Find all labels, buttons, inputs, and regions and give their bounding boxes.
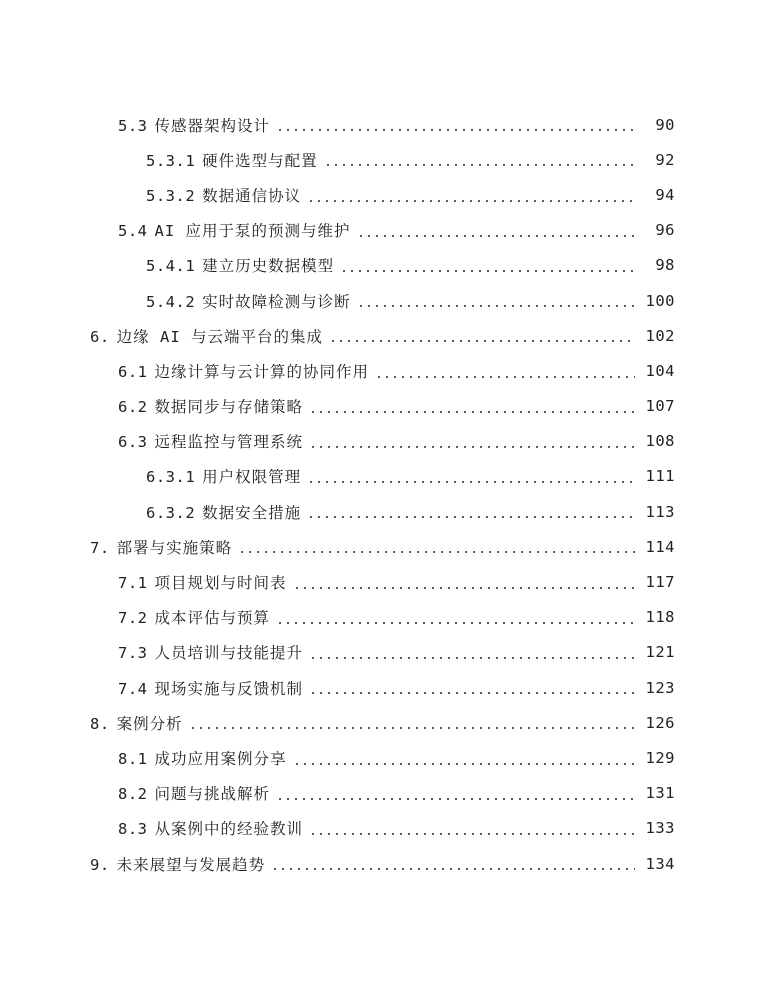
toc-section-title: 项目规划与时间表	[154, 574, 287, 593]
toc-entry[interactable]	[0, 283, 765, 318]
toc-section-title: 从案例中的经验教训	[154, 820, 304, 839]
toc-entry[interactable]	[0, 213, 765, 248]
toc-page-number: 117	[645, 573, 675, 592]
toc-entry[interactable]	[0, 846, 765, 881]
toc-entry[interactable]	[0, 318, 765, 353]
toc-section-number: 8.1	[118, 749, 148, 768]
dot-leader	[375, 376, 635, 378]
toc-page-number: 134	[645, 854, 675, 873]
dot-leader	[309, 411, 635, 413]
toc-entry[interactable]	[0, 353, 765, 388]
toc-section-title: 部署与实施策略	[116, 538, 233, 557]
toc-section-title: 人员培训与技能提升	[154, 644, 304, 663]
toc-entry-heading	[118, 219, 351, 241]
toc-section-number: 7.1	[118, 574, 148, 593]
toc-entry[interactable]	[0, 776, 765, 811]
toc-page-number: 126	[645, 713, 675, 732]
toc-entry-heading	[146, 149, 318, 171]
toc-section-title: 传感器架构设计	[154, 116, 271, 135]
toc-page-number: 98	[655, 256, 675, 275]
dot-leader	[238, 551, 635, 553]
toc-entry[interactable]	[0, 564, 765, 599]
toc-entry[interactable]	[0, 424, 765, 459]
toc-entry-heading	[90, 536, 232, 558]
dot-leader	[276, 129, 635, 131]
toc-entry-heading	[146, 254, 334, 276]
dot-leader	[340, 270, 635, 272]
toc-section-title: AI 应用于泵的预测与维护	[154, 222, 351, 241]
toc-page-number: 129	[645, 748, 675, 767]
toc-section-number: 8.	[90, 714, 110, 733]
dot-leader	[309, 833, 635, 835]
toc-section-number: 9.	[90, 855, 110, 874]
toc-entry[interactable]	[0, 494, 765, 529]
dot-leader	[324, 164, 635, 166]
dot-leader	[309, 657, 635, 659]
toc-page-number: 96	[655, 221, 675, 240]
toc-section-title: 未来展望与发展趋势	[116, 855, 266, 874]
toc-entry[interactable]	[0, 635, 765, 670]
dot-leader	[276, 622, 635, 624]
toc-entry[interactable]	[0, 740, 765, 775]
toc-entry[interactable]	[0, 107, 765, 142]
toc-entry-heading	[118, 747, 287, 769]
toc-section-title: 远程监控与管理系统	[154, 433, 304, 452]
toc-section-number: 7.3	[118, 644, 148, 663]
toc-page-number: 121	[645, 643, 675, 662]
toc-entry-heading	[118, 360, 369, 382]
toc-section-title: 问题与挑战解析	[154, 785, 271, 804]
toc-section-title: 数据安全措施	[202, 503, 302, 522]
toc-entry-heading	[118, 817, 303, 839]
dot-leader	[189, 727, 635, 729]
dot-leader	[357, 305, 635, 307]
toc-section-number: 7.4	[118, 679, 148, 698]
dot-leader	[293, 763, 635, 765]
toc-section-title: 现场实施与反馈机制	[154, 679, 304, 698]
toc-page-number: 100	[645, 291, 675, 310]
toc-page-number: 133	[645, 819, 675, 838]
toc-page-number: 90	[655, 115, 675, 134]
dot-leader	[276, 798, 635, 800]
toc-section-number: 8.2	[118, 785, 148, 804]
toc-entry[interactable]	[0, 177, 765, 212]
toc-section-number: 6.3	[118, 433, 148, 452]
toc-page-number: 94	[655, 185, 675, 204]
toc-page-number: 108	[645, 432, 675, 451]
toc-page-number: 111	[645, 467, 675, 486]
toc-entry[interactable]	[0, 142, 765, 177]
table-of-contents	[0, 107, 765, 881]
toc-entry-heading	[146, 290, 351, 312]
toc-entry[interactable]	[0, 670, 765, 705]
dot-leader	[307, 516, 635, 518]
toc-entry[interactable]	[0, 459, 765, 494]
toc-section-number: 5.4.1	[146, 257, 196, 276]
toc-page-number: 102	[645, 326, 675, 345]
toc-section-number: 5.3.2	[146, 186, 196, 205]
toc-section-title: 用户权限管理	[202, 468, 302, 487]
dot-leader	[329, 340, 635, 342]
toc-entry-heading	[118, 782, 270, 804]
dot-leader	[307, 200, 635, 202]
toc-entry-heading	[118, 114, 270, 136]
toc-section-title: 边缘 AI 与云端平台的集成	[116, 327, 323, 346]
toc-page-number: 92	[655, 150, 675, 169]
toc-page-number: 114	[645, 537, 675, 556]
toc-section-number: 5.4	[118, 222, 148, 241]
toc-entry-heading	[90, 325, 323, 347]
toc-entry-heading	[118, 395, 303, 417]
toc-section-number: 7.2	[118, 609, 148, 628]
toc-section-title: 硬件选型与配置	[202, 151, 318, 170]
toc-entry-heading	[118, 606, 270, 628]
toc-page-number: 131	[645, 784, 675, 803]
toc-entry[interactable]	[0, 600, 765, 635]
toc-section-number: 6.3.1	[146, 468, 196, 487]
toc-section-title: 实时故障检测与诊断	[202, 292, 351, 311]
toc-entry-heading	[90, 712, 183, 734]
toc-entry-heading	[146, 184, 301, 206]
toc-page-number: 104	[645, 361, 675, 380]
toc-section-number: 8.3	[118, 820, 148, 839]
toc-page-number: 123	[645, 678, 675, 697]
toc-entry[interactable]	[0, 389, 765, 424]
dot-leader	[309, 692, 635, 694]
toc-section-number: 5.3.1	[146, 151, 196, 170]
toc-page-number: 107	[645, 397, 675, 416]
toc-entry-heading	[90, 853, 265, 875]
toc-entry[interactable]	[0, 705, 765, 740]
toc-section-number: 7.	[90, 538, 110, 557]
toc-entry-heading	[146, 465, 301, 487]
toc-page-number: 118	[645, 608, 675, 627]
toc-page-number: 113	[645, 502, 675, 521]
toc-section-title: 数据同步与存储策略	[154, 398, 304, 417]
toc-entry-heading	[118, 430, 303, 452]
toc-entry[interactable]	[0, 811, 765, 846]
toc-entry[interactable]	[0, 529, 765, 564]
dot-leader	[357, 235, 636, 237]
toc-entry-heading	[118, 677, 303, 699]
toc-entry[interactable]	[0, 248, 765, 283]
toc-section-number: 5.4.2	[146, 292, 196, 311]
toc-section-number: 5.3	[118, 116, 148, 135]
toc-section-title: 成本评估与预算	[154, 609, 271, 628]
toc-section-number: 6.1	[118, 362, 148, 381]
toc-section-number: 6.2	[118, 398, 148, 417]
toc-entry-heading	[118, 571, 287, 593]
toc-entry-heading	[146, 501, 301, 523]
dot-leader	[307, 481, 635, 483]
toc-section-title: 成功应用案例分享	[154, 749, 287, 768]
dot-leader	[309, 446, 635, 448]
toc-section-number: 6.3.2	[146, 503, 196, 522]
toc-section-title: 建立历史数据模型	[202, 257, 335, 276]
dot-leader	[271, 868, 635, 870]
toc-section-title: 数据通信协议	[202, 186, 302, 205]
toc-section-title: 案例分析	[116, 714, 183, 733]
dot-leader	[293, 587, 635, 589]
toc-section-title: 边缘计算与云计算的协同作用	[154, 362, 370, 381]
toc-section-number: 6.	[90, 327, 110, 346]
toc-entry-heading	[118, 641, 303, 663]
